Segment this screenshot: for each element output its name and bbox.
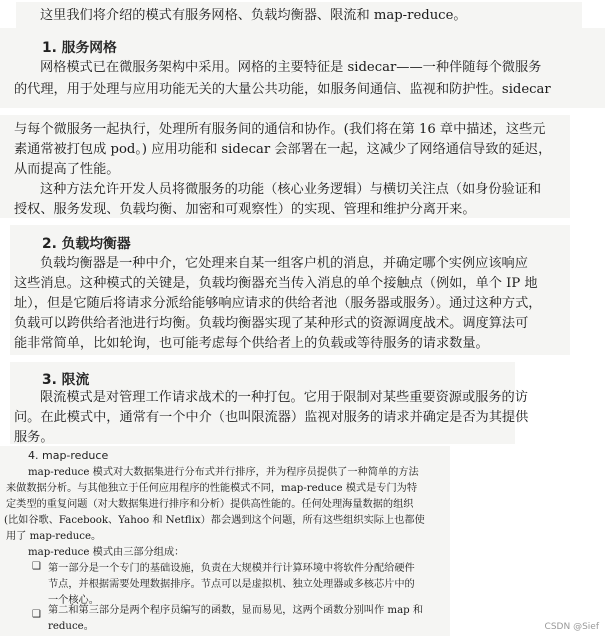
s1-line-0: 网格模式已在微服务架构中采用。网格的主要特征是 sidecar——一种伴随每个微服务: [40, 60, 542, 75]
section-4-heading: 4. map-reduce: [28, 449, 109, 462]
s1-line-4: 从而提高了性能。: [14, 162, 120, 177]
s4-line-4: 用了 map-reduce。: [6, 531, 102, 542]
s3-line-1: 问。在此模式中，通常有一个中介（也叫限流器）监视对服务的请求并确定是否为其提供: [14, 410, 529, 425]
s3-line-2: 服务。: [14, 430, 54, 445]
s4-line-0: map-reduce 模式对大数据集进行分布式并行排序，并为程序员提供了一种简单的方法: [28, 467, 419, 478]
bullet-2-icon: ❑: [32, 609, 41, 620]
watermark: CSDN @Sief: [544, 622, 599, 632]
bullet-1-line-0: 第一部分是一个专门的基础设施，负责在大规模并行计算环境中将软件分配给硬件: [48, 563, 415, 574]
bullet-1-icon: ❑: [32, 561, 41, 572]
s2-line-4: 能非常简单，比如轮询，也可能考虑每个供给者上的负载或等待服务的请求数量。: [14, 336, 489, 351]
s4-line-3: (比如谷歌、Facebook、Yahoo 和 Netflix）都会遇到这个问题，所有这些组织实际上也都使: [4, 515, 425, 526]
s2-line-3: 负载可以跨供给者池进行均衡。负载均衡器实现了某种形式的资源调度战术。调度算法可: [14, 316, 529, 331]
s1-line-1: 的代理，用于处理与应用功能无关的大量公共功能，如服务间通信、监视和防护性。sidecar: [14, 82, 551, 97]
s1-line-5: 这种方法允许开发人员将微服务的功能（核心业务逻辑）与横切关注点（如身份验证和: [40, 182, 542, 197]
s3-line-0: 限流模式是对管理工作请求战术的一种打包。它用于限制对某些重要资源或服务的访: [40, 390, 528, 405]
s4-line-2: 定类型的重复问题（对大数据集进行排序和分析）提供高性能的。任何处理海量数据的组织: [6, 499, 414, 510]
section-1-heading: 1. 服务网格: [42, 40, 117, 56]
s2-line-1: 这些消息。这种模式的关键是，负载均衡器充当传入消息的单个接触点（例如，单个 IP 地: [14, 276, 538, 291]
s2-line-2: 址），但是它随后将请求分派给能够响应请求的供给者池（服务器或服务）。通过这种方式，: [14, 296, 542, 311]
s4-line-1: 来做数据分析。与其他独立于任何应用程序的性能模式不同，map-reduce 模式是专门为特: [6, 483, 418, 494]
bullet-1-line-2: 一个核心。: [48, 595, 99, 606]
intro-text: 这里我们将介绍的模式有服务网格、负载均衡器、限流和 map-reduce。: [40, 8, 467, 23]
s1-line-2: 与每个微服务一起执行，处理所有服务间的通信和协作。(我们将在第 16 章中描述，这些元: [14, 122, 546, 137]
bullet-2-line-0: 第二和第三部分是两个程序员编写的函数，显而易见，这两个函数分别叫作 map 和: [48, 605, 424, 616]
s4-line-5: map-reduce 模式由三部分组成：: [28, 547, 185, 558]
bullet-1-line-1: 节点，并根据需要处理数据排序。节点可以是虚拟机、独立处理器或多核芯片中的: [48, 579, 415, 590]
section-3-heading: 3. 限流: [42, 372, 90, 388]
s2-line-0: 负载均衡器是一种中介，它处理来自某一组客户机的消息，并确定哪个实例应该响应: [40, 256, 528, 271]
s1-line-3: 素通常被打包成 pod。) 应用功能和 sidecar 会部署在一起，这减少了网络通信导致的延迟，: [14, 142, 552, 157]
bullet-2-line-1: reduce。: [48, 621, 94, 632]
section-2-heading: 2. 负载均衡器: [42, 236, 131, 252]
s1-line-6: 授权、服务发现、负载均衡、加密和可观察性）的实现、管理和维护分离开来。: [14, 202, 476, 217]
